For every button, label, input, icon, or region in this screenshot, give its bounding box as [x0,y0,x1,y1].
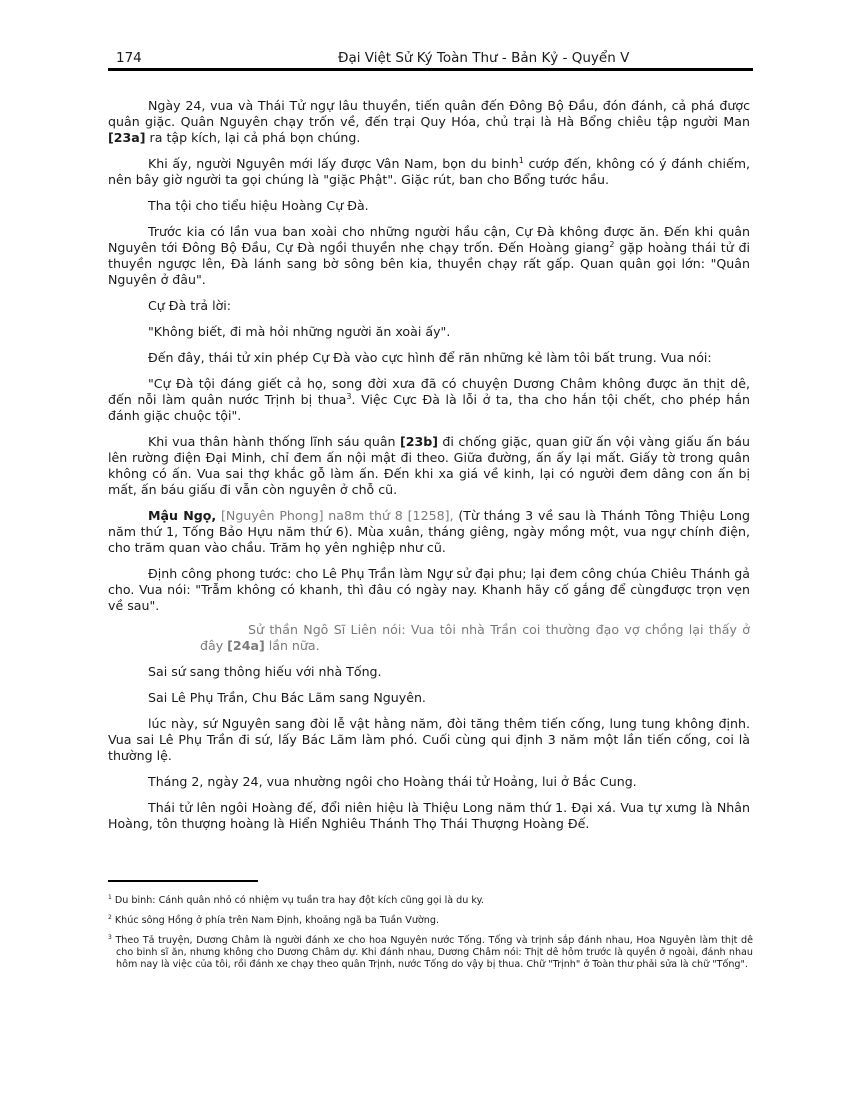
paragraph: Định công phong tước: cho Lê Phụ Trần làm Ngự sử đại phu; lại đem công chúa Chiêu Thánh gả cho. Vua nói: "Trẫm không có khanh, thì đâu có ngày nay. Khanh hãy cố gắng để cùngđược trọn vẹn về sau". [108,566,750,613]
year-entry: Mậu Ngọ, [Nguyên Phong] na8m thứ 8 [1258], (Từ tháng 3 về sau là Thánh Tông Thiệu Long năm thứ 1, Tống Bảo Hựu năm thứ 6). Mùa xuân, tháng giêng, ngày mồng một, vua ngự chính điện, cho trăm quan vào chầu. Trăm họ yên nghiệp như cũ. [108,508,751,555]
page-marker: [24a] [227,638,265,653]
footnote: $^3$ Theo Tả truyện, Dương Châm là người đánh xe cho hoa Nguyên nước Tống. Tống và trịnh sắp đánh nhau, Hoa Nguyên làm thịt dê cho binh sĩ ăn, nhưng không cho Dương Châm dự. Khi đánh nhau, Dương Châm nói: Thịt dê hôm trước là quyền ở ngoài, đánh nhau hôm nay là việc của tôi, rồi đánh xe chạy theo quân Trịnh, nước Tống do vậy bị thua. Chữ "Trịnh" ở Toàn thư phải sửa là chữ "Tống". [108,933,753,970]
footnote: $^1$ Du binh: Cánh quân nhỏ có nhiệm vụ tuần tra hay đột kích cũng gọi là du ky. [108,893,484,906]
page-marker: [23b] [399,434,439,449]
body-text [108,98,750,842]
paragraph: Khi vua thân hành thống lĩnh sáu quân [23b] đi chống giặc, quan giữ ấn vội vàng giấu ấn báu lên rường điện Đại Minh, chỉ đem ấn nội mật đi theo. Giữa đường, ấn ấy lại mất. Giấy tờ trong quân không có ấn. Vua sai thợ khắc gỗ làm ấn. Đến khi xa giá về kinh, lại có người đem dâng con ấn bị mất, ấn báu giấu đi vẫn còn nguyên ở chỗ cũ. [108,434,750,497]
paragraph: Sai sứ sang thông hiếu với nhà Tống. [148,664,382,679]
paragraph: Thái tử lên ngôi Hoàng đế, đổi niên hiệu là Thiệu Long năm thứ 1. Đại xá. Vua tự xưng là Nhân Hoàng, tôn thượng hoàng là Hiển Nghiêu Thánh Thọ Thái Thượng Hoàng Đế. [108,800,750,831]
footnote-number: 2 [108,913,112,921]
header-rule [108,68,753,71]
footnote-ref[interactable]: 3 [346,391,352,401]
running-title: Đại Việt Sử Ký Toàn Thư - Bản Kỷ - Quyển V [338,50,630,66]
footnote-number: 1 [108,893,112,901]
page-marker: [23a] [108,130,146,145]
paragraph: Tháng 2, ngày 24, vua nhường ngôi cho Hoàng thái tử Hoảng, lui ở Bắc Cung. [148,774,637,789]
paragraph: lúc này, sứ Nguyên sang đòi lễ vật hằng năm, đòi tăng thêm tiến cống, lung tung không định. Vua sai Lê Phụ Trần đi sứ, lấy Bác Lãm làm phó. Cuối cùng qui định 3 năm một lần tiến cống, coi là thường lệ. [108,716,750,763]
footnote-number: 3 [108,933,112,941]
footnote-ref[interactable]: 1 [518,155,524,165]
footnote-ref[interactable]: 2 [609,239,615,249]
era-note: [Nguyên Phong] na8m thứ 8 [1258], [221,508,454,523]
footnotes [108,895,753,979]
paragraph: Tha tội cho tiểu hiệu Hoàng Cự Đà. [148,198,369,213]
paragraph: Đến đây, thái tử xin phép Cự Đà vào cực hình để răn những kẻ làm tôi bất trung. Vua nói: [148,350,712,365]
historian-commentary: Sử thần Ngô Sĩ Liên nói: Vua tôi nhà Trần coi thường đạo vợ chồng lại thấy ở đây [24a] lần nữa. [200,622,750,653]
footnote-divider [108,880,258,882]
paragraph: Trước kia có lần vua ban xoài cho những người hầu cận, Cự Đà không được ăn. Đến khi quân Nguyên tới Đông Bộ Đầu, Cự Đà ngồi thuyền nhẹ chạy trốn. Đến Hoàng giang$^2$ gặp hoàng thái tử đi thuyền ngược lên, Đà lánh sang bờ sông bên kia, thuyền chạy rất gấp. Quan quân gọi lớn: "Quân Nguyên ở đâu". [108,224,750,287]
paragraph: Ngày 24, vua và Thái Tử ngự lâu thuyền, tiến quân đến Đông Bộ Đầu, đón đánh, cả phá được quân giặc. Quân Nguyên chạy trốn về, đến trại Quy Hóa, chủ trại là Hà Bổng chiêu tập người Man [23a] ra tập kích, lại cả phá bọn chúng. [108,98,750,145]
paragraph: Cự Đà trả lời: [148,298,232,313]
footnote: $^2$ Khúc sông Hồng ở phía trên Nam Định, khoảng ngã ba Tuần Vường. [108,913,440,926]
page-number: 174 [116,50,142,66]
paragraph: "Không biết, đi mà hỏi những người ăn xoài ấy". [148,324,451,339]
paragraph: Khi ấy, người Nguyên mới lấy được Vân Nam, bọn du binh$^1$ cướp đến, không có ý đánh chiếm, nên bây giờ người ta gọi chúng là "giặc Phật". Giặc rút, ban cho Bổng tước hầu. [108,155,750,187]
year-heading: Mậu Ngọ, [148,508,217,523]
paragraph: Sai Lê Phụ Trần, Chu Bác Lãm sang Nguyên. [148,690,426,705]
paragraph: "Cự Đà tội đáng giết cả họ, song đời xưa đã có chuyện Dương Châm không được ăn thịt dê, đến nỗi làm quân nước Trịnh bị thua$^3$. Việc Cực Đà là lỗi ở ta, tha cho hắn tội chết, cho phép hắn đánh giặc chuộc tội". [108,376,750,423]
